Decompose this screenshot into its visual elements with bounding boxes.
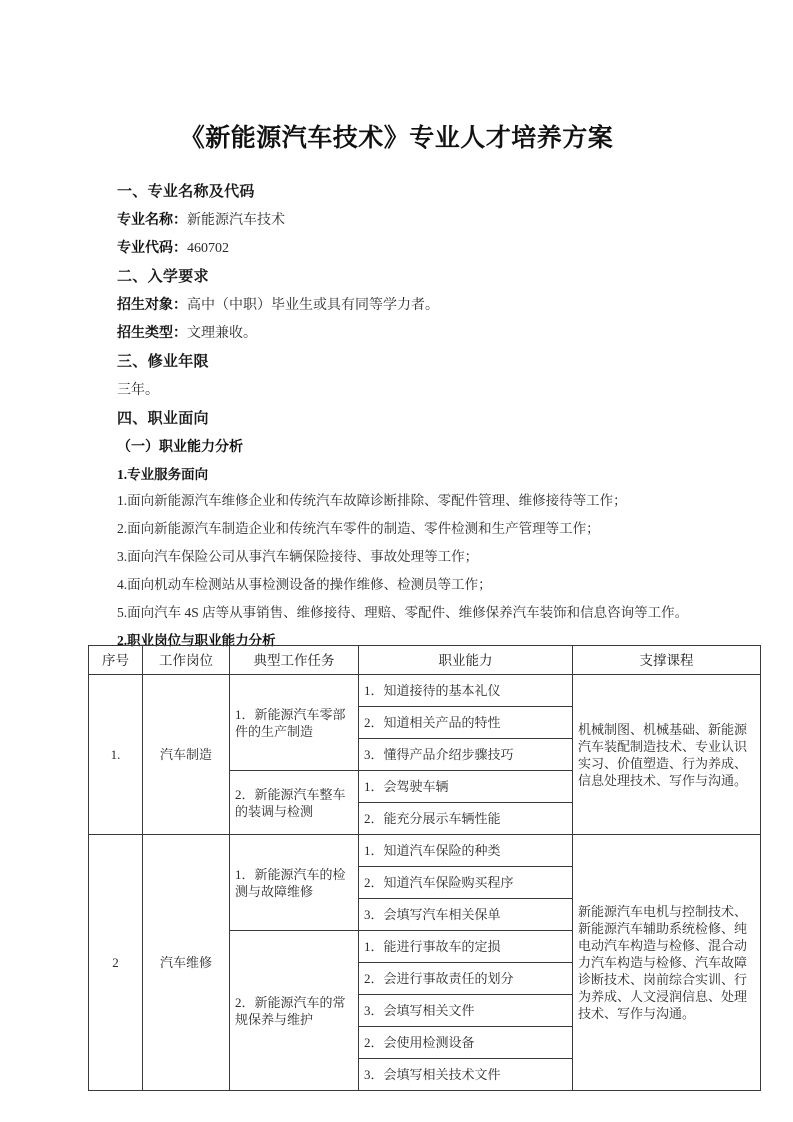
table-header-row <box>89 646 761 675</box>
service-item: 4.面向机动车检测站从事检测设备的操作维修、检测员等工作； <box>117 577 492 592</box>
field-enrollment-target-label: 招生对象： <box>117 298 187 313</box>
field-enrollment-target-value: 高中（中职）毕业生或具有同等学力者。 <box>187 298 439 313</box>
cell-ability: 3．会填写相关技术文件 <box>359 1059 573 1091</box>
cell-ability: 2．知道相关产品的特性 <box>359 707 573 739</box>
field-major-code <box>117 239 707 258</box>
service-item: 5.面向汽车 4S 店等从事销售、维修接待、理赔、零配件、维修保养汽车装饰和信息咨询等工作。 <box>117 605 689 620</box>
cell-ability: 2．会使用检测设备 <box>359 1027 573 1059</box>
subsection-heading-ability-analysis: （一）职业能力分析 <box>117 440 243 455</box>
field-enrollment-target <box>117 296 707 315</box>
field-major-name-label: 专业名称： <box>117 213 187 228</box>
post-ability-table-wrapper <box>88 645 748 1091</box>
cell-task: 2．新能源汽车整车的装调与检测 <box>230 771 359 835</box>
field-study-years-value: 三年。 <box>117 383 159 398</box>
col-header-task: 典型工作任务 <box>230 646 359 675</box>
table-body <box>89 675 761 1091</box>
section-heading-major-name-code: 一、专业名称及代码 <box>117 184 255 200</box>
section-heading-entry-requirements: 二、入学要求 <box>117 269 209 285</box>
cell-index: 2 <box>89 835 143 1091</box>
cell-post: 汽车维修 <box>143 835 230 1091</box>
cell-ability: 3．会填写汽车相关保单 <box>359 899 573 931</box>
cell-ability: 1．知道接待的基本礼仪 <box>359 675 573 707</box>
cell-ability: 2．知道汽车保险购买程序 <box>359 867 573 899</box>
cell-ability: 3．会填写相关文件 <box>359 995 573 1027</box>
cell-course: 机械制图、机械基础、新能源汽车装配制造技术、专业认识实习、价值塑造、行为养成、信息处理技术、写作与沟通。 <box>573 675 761 835</box>
document-body <box>117 182 707 654</box>
section-heading-career-orientation: 四、职业面向 <box>117 411 209 427</box>
cell-task: 2．新能源汽车的常规保养与维护 <box>230 931 359 1091</box>
field-enrollment-type-value: 文理兼收。 <box>187 326 257 341</box>
field-major-name-value: 新能源汽车技术 <box>187 213 285 228</box>
cell-index: 1. <box>89 675 143 835</box>
post-ability-table <box>88 645 761 1091</box>
cell-task: 1．新能源汽车零部件的生产制造 <box>230 675 359 771</box>
col-header-post: 工作岗位 <box>143 646 230 675</box>
field-major-code-label: 专业代码： <box>117 241 187 256</box>
table-row <box>89 835 761 867</box>
service-item: 3.面向汽车保险公司从事汽车辆保险接待、事故处理等工作； <box>117 549 479 564</box>
cell-post: 汽车制造 <box>143 675 230 835</box>
cell-ability: 3．懂得产品介绍步骤技巧 <box>359 739 573 771</box>
cell-ability: 1．能进行事故车的定损 <box>359 931 573 963</box>
field-major-name <box>117 211 707 230</box>
section-heading-study-duration: 三、修业年限 <box>117 354 209 370</box>
subsection-heading-post-ability-analysis: 2.职业岗位与职业能力分析 <box>117 633 276 648</box>
cell-ability: 2．能充分展示车辆性能 <box>359 803 573 835</box>
col-header-course: 支撑课程 <box>573 646 761 675</box>
field-major-code-value: 460702 <box>187 241 229 256</box>
cell-ability: 2．会进行事故责任的划分 <box>359 963 573 995</box>
table-header <box>89 646 761 675</box>
table-row <box>89 675 761 707</box>
cell-task: 1．新能源汽车的检测与故障维修 <box>230 835 359 931</box>
field-enrollment-type-label: 招生类型： <box>117 326 187 341</box>
cell-course: 新能源汽车电机与控制技术、新能源汽车辅助系统检修、纯电动汽车构造与检修、混合动力汽车构造与检修、汽车故障诊断技术、岗前综合实训、行为养成、人文浸润信息、处理技术、写作与沟通。 <box>573 835 761 1091</box>
cell-ability: 1．会驾驶车辆 <box>359 771 573 803</box>
service-item: 1.面向新能源汽车维修企业和传统汽车故障诊断排除、零配件管理、维修接待等工作； <box>117 493 627 508</box>
service-item: 2.面向新能源汽车制造企业和传统汽车零件的制造、零件检测和生产管理等工作； <box>117 521 600 536</box>
col-header-index: 序号 <box>89 646 143 675</box>
field-enrollment-type <box>117 324 707 343</box>
page-title: 《新能源汽车技术》专业人才培养方案 <box>179 125 614 152</box>
subsection-heading-service-orientation: 1.专业服务面向 <box>117 467 209 482</box>
cell-ability: 1．知道汽车保险的种类 <box>359 835 573 867</box>
col-header-ability: 职业能力 <box>359 646 573 675</box>
